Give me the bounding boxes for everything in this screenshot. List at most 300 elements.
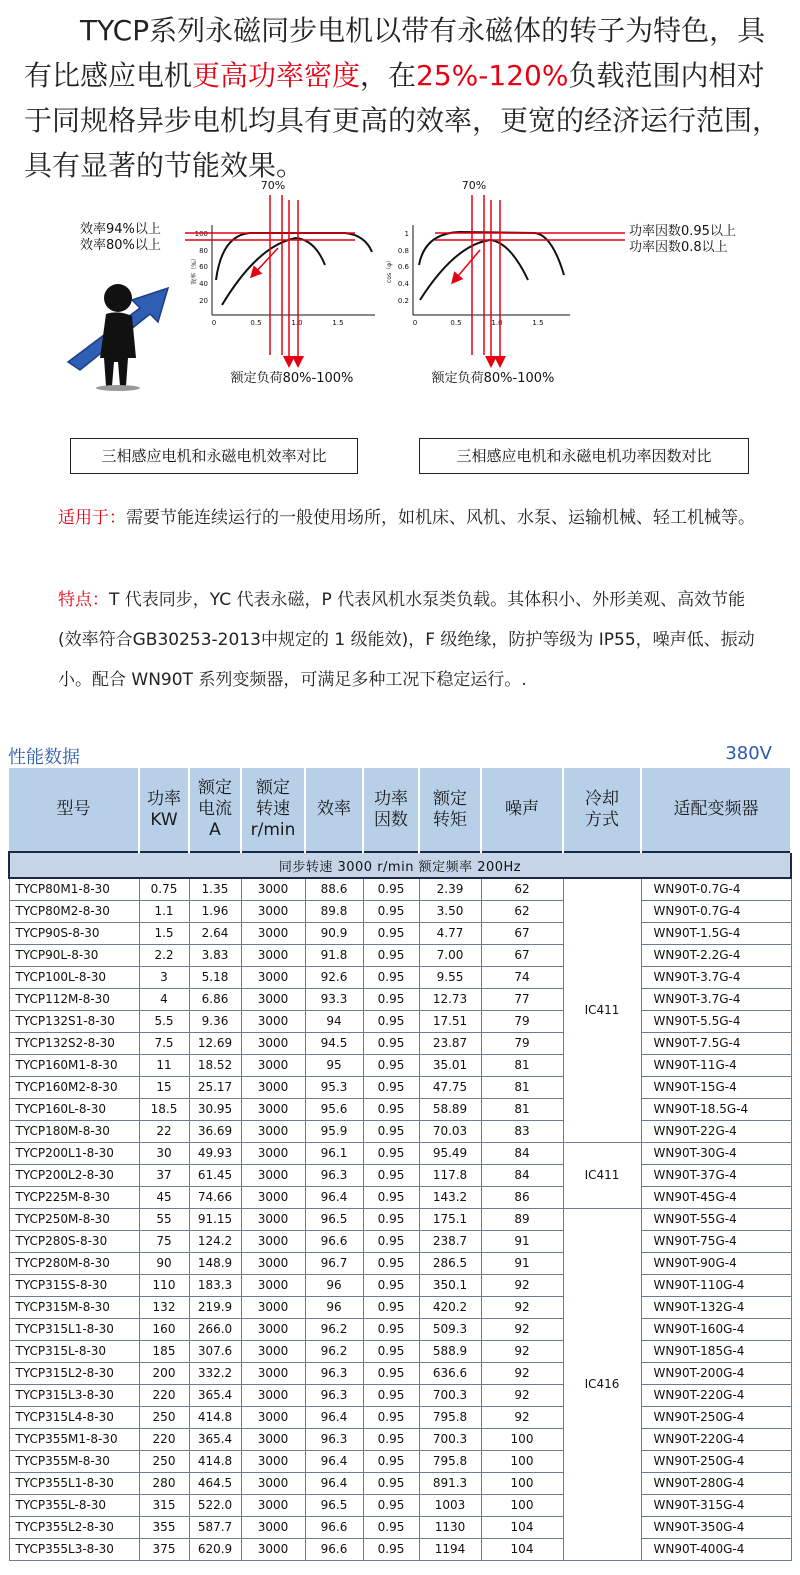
table-cell: 0.95 bbox=[363, 1032, 419, 1054]
table-cell: 238.7 bbox=[419, 1230, 481, 1252]
table-cell: 117.8 bbox=[419, 1164, 481, 1186]
table-cell: 62 bbox=[481, 878, 563, 900]
table-cell: 12.73 bbox=[419, 988, 481, 1010]
table-cell: 92 bbox=[481, 1362, 563, 1384]
table-cell: 58.89 bbox=[419, 1098, 481, 1120]
table-cell: 185 bbox=[139, 1340, 189, 1362]
table-cell: 3000 bbox=[241, 1516, 305, 1538]
table-cell: 3000 bbox=[241, 1538, 305, 1560]
table-cell: 81 bbox=[481, 1076, 563, 1098]
table-cell: 96 bbox=[305, 1296, 363, 1318]
eff-ytick-40: 40 bbox=[199, 280, 208, 288]
table-cell: 0.95 bbox=[363, 1450, 419, 1472]
table-cell: 55 bbox=[139, 1208, 189, 1230]
table-cell: 91 bbox=[481, 1252, 563, 1274]
table-cell: 0.95 bbox=[363, 1054, 419, 1076]
table-cell: 0.95 bbox=[363, 1340, 419, 1362]
table-cell: 89 bbox=[481, 1208, 563, 1230]
table-subheader: 同步转速 3000 r/min 额定频率 200Hz bbox=[9, 852, 791, 878]
table-cell: 49.93 bbox=[189, 1142, 241, 1164]
table-cell: 6.86 bbox=[189, 988, 241, 1010]
table-cell: 420.2 bbox=[419, 1296, 481, 1318]
table-cell: 96.3 bbox=[305, 1384, 363, 1406]
table-cell: 250 bbox=[139, 1450, 189, 1472]
table-cell: 4 bbox=[139, 988, 189, 1010]
table-cell: 0.95 bbox=[363, 966, 419, 988]
table-cell: 3000 bbox=[241, 922, 305, 944]
table-cell: 1003 bbox=[419, 1494, 481, 1516]
table-cell: 96.3 bbox=[305, 1164, 363, 1186]
table-cell: 0.95 bbox=[363, 1186, 419, 1208]
table-cell: 95.3 bbox=[305, 1076, 363, 1098]
model-cell: TYCP180M-8-30 bbox=[9, 1120, 139, 1142]
table-cell: 3000 bbox=[241, 1010, 305, 1032]
table-cell: 286.5 bbox=[419, 1252, 481, 1274]
table-body bbox=[9, 852, 791, 1560]
table-cell: 588.9 bbox=[419, 1340, 481, 1362]
table-cell: 3000 bbox=[241, 1054, 305, 1076]
table-cell: 91.15 bbox=[189, 1208, 241, 1230]
table-cell: 3000 bbox=[241, 988, 305, 1010]
pf-rated-load-label: 额定负荷80%-100% bbox=[431, 371, 555, 386]
mascot-illustration bbox=[68, 284, 168, 391]
inverter-cell: WN90T-3.7G-4 bbox=[641, 988, 791, 1010]
table-cell: 96.6 bbox=[305, 1230, 363, 1252]
eff-ytick-80: 80 bbox=[199, 247, 208, 255]
table-title: 性能数据 bbox=[8, 747, 80, 768]
table-cell: 17.51 bbox=[419, 1010, 481, 1032]
table-cell: 3000 bbox=[241, 1208, 305, 1230]
table-cell: 1194 bbox=[419, 1538, 481, 1560]
cooling-method-cell: IC416 bbox=[563, 1208, 641, 1560]
table-cell: 90 bbox=[139, 1252, 189, 1274]
table-cell: 315 bbox=[139, 1494, 189, 1516]
model-cell: TYCP200L1-8-30 bbox=[9, 1142, 139, 1164]
inverter-cell: WN90T-11G-4 bbox=[641, 1054, 791, 1076]
inverter-cell: WN90T-90G-4 bbox=[641, 1252, 791, 1274]
intro-text-3: 负载范围内相对于同规格异步电机均具有更高的效率，更宽的经济运行范围，具有显著的节能效果。 bbox=[24, 59, 781, 182]
table-cell: 148.9 bbox=[189, 1252, 241, 1274]
table-cell: 220 bbox=[139, 1428, 189, 1450]
model-cell: TYCP355L3-8-30 bbox=[9, 1538, 139, 1560]
table-cell: 0.95 bbox=[363, 1230, 419, 1252]
inverter-cell: WN90T-55G-4 bbox=[641, 1208, 791, 1230]
inverter-cell: WN90T-110G-4 bbox=[641, 1274, 791, 1296]
table-cell: 93.3 bbox=[305, 988, 363, 1010]
intro-highlight-load-range: 25%-120% bbox=[416, 59, 569, 92]
table-cell: 95.6 bbox=[305, 1098, 363, 1120]
eff-curve-induction bbox=[222, 238, 325, 305]
table-cell: 220 bbox=[139, 1384, 189, 1406]
pf-xtick-15: 1.5 bbox=[532, 319, 544, 327]
table-cell: 0.95 bbox=[363, 1516, 419, 1538]
table-cell: 3000 bbox=[241, 1340, 305, 1362]
table-cell: 365.4 bbox=[189, 1428, 241, 1450]
model-cell: TYCP280M-8-30 bbox=[9, 1252, 139, 1274]
table-cell: 96.3 bbox=[305, 1362, 363, 1384]
table-row bbox=[9, 1098, 791, 1120]
table-cell: 587.7 bbox=[189, 1516, 241, 1538]
table-cell: 96.3 bbox=[305, 1428, 363, 1450]
eff-rated-load-label: 额定负荷80%-100% bbox=[230, 371, 354, 386]
table-cell: 1.1 bbox=[139, 900, 189, 922]
table-row bbox=[9, 1164, 791, 1186]
table-cell: 3000 bbox=[241, 1120, 305, 1142]
table-cell: 0.95 bbox=[363, 1120, 419, 1142]
table-cell: 414.8 bbox=[189, 1406, 241, 1428]
table-cell: 0.95 bbox=[363, 1428, 419, 1450]
table-cell: 3000 bbox=[241, 1450, 305, 1472]
table-cell: 30 bbox=[139, 1142, 189, 1164]
table-row bbox=[9, 1274, 791, 1296]
inverter-cell: WN90T-22G-4 bbox=[641, 1120, 791, 1142]
table-row bbox=[9, 1076, 791, 1098]
pf-label-08: 功率因数0.8以上 bbox=[629, 240, 728, 255]
table-cell: 95 bbox=[305, 1054, 363, 1076]
table-cell: 3000 bbox=[241, 1252, 305, 1274]
model-cell: TYCP100L-8-30 bbox=[9, 966, 139, 988]
eff-ytick-20: 20 bbox=[199, 297, 208, 305]
table-subheader-row bbox=[9, 852, 791, 878]
inverter-cell: WN90T-220G-4 bbox=[641, 1384, 791, 1406]
table-cell: 0.95 bbox=[363, 988, 419, 1010]
inverter-cell: WN90T-45G-4 bbox=[641, 1186, 791, 1208]
table-cell: 25.17 bbox=[189, 1076, 241, 1098]
table-cell: 160 bbox=[139, 1318, 189, 1340]
table-cell: 84 bbox=[481, 1164, 563, 1186]
table-cell: 3.50 bbox=[419, 900, 481, 922]
eff-ytick-60: 60 bbox=[199, 263, 208, 271]
table-cell: 3000 bbox=[241, 1406, 305, 1428]
table-header-cell: 功率 KW bbox=[139, 768, 189, 852]
table-cell: 91.8 bbox=[305, 944, 363, 966]
table-cell: 104 bbox=[481, 1538, 563, 1560]
efficiency-chart-label-70: 70% bbox=[260, 179, 286, 192]
inverter-cell: WN90T-37G-4 bbox=[641, 1164, 791, 1186]
table-row bbox=[9, 1252, 791, 1274]
table-row bbox=[9, 1494, 791, 1516]
table-row bbox=[9, 1472, 791, 1494]
table-cell: 3000 bbox=[241, 1098, 305, 1120]
table-cell: 1130 bbox=[419, 1516, 481, 1538]
inverter-cell: WN90T-250G-4 bbox=[641, 1450, 791, 1472]
applicable-paragraph bbox=[58, 498, 758, 538]
table-cell: 96.6 bbox=[305, 1516, 363, 1538]
pf-curve-induction bbox=[420, 240, 528, 300]
table-cell: 86 bbox=[481, 1186, 563, 1208]
features-paragraph bbox=[58, 580, 758, 700]
eff-xtick-0: 0 bbox=[211, 319, 217, 327]
model-cell: TYCP315L3-8-30 bbox=[9, 1384, 139, 1406]
table-cell: 9.36 bbox=[189, 1010, 241, 1032]
table-cell: 96 bbox=[305, 1274, 363, 1296]
inverter-cell: WN90T-220G-4 bbox=[641, 1428, 791, 1450]
table-row bbox=[9, 1208, 791, 1230]
table-cell: 0.95 bbox=[363, 944, 419, 966]
inverter-cell: WN90T-185G-4 bbox=[641, 1340, 791, 1362]
performance-table bbox=[8, 768, 792, 1561]
table-cell: 636.6 bbox=[419, 1362, 481, 1384]
table-cell: 96.5 bbox=[305, 1494, 363, 1516]
table-cell: 3000 bbox=[241, 1142, 305, 1164]
table-cell: 96.4 bbox=[305, 1406, 363, 1428]
eff-xtick-05: 0.5 bbox=[250, 319, 262, 327]
inverter-cell: WN90T-400G-4 bbox=[641, 1538, 791, 1560]
pf-xtick-0: 0 bbox=[412, 319, 418, 327]
model-cell: TYCP160M2-8-30 bbox=[9, 1076, 139, 1098]
table-cell: 2.64 bbox=[189, 922, 241, 944]
cooling-method-cell: IC411 bbox=[563, 1142, 641, 1208]
inverter-cell: WN90T-18.5G-4 bbox=[641, 1098, 791, 1120]
table-cell: 88.6 bbox=[305, 878, 363, 900]
table-cell: 35.01 bbox=[419, 1054, 481, 1076]
table-row bbox=[9, 1230, 791, 1252]
table-cell: 2.39 bbox=[419, 878, 481, 900]
table-cell: 95.49 bbox=[419, 1142, 481, 1164]
table-cell: 620.9 bbox=[189, 1538, 241, 1560]
table-cell: 0.95 bbox=[363, 1494, 419, 1516]
efficiency-label-94: 效率94%以上 bbox=[80, 222, 161, 237]
inverter-cell: WN90T-250G-4 bbox=[641, 1406, 791, 1428]
features-text: T 代表同步，YC 代表永磁，P 代表风机水泵类负载。其体积小、外形美观、高效节能(效率符合GB30253-2013中规定的 1 级能效)，F 级绝缘，防护等级为 IP55，噪声低、振动小。配合 WN90T 系列变频器，可满足多种工况下稳定运行。. bbox=[58, 590, 755, 690]
table-cell: 74.66 bbox=[189, 1186, 241, 1208]
table-cell: 795.8 bbox=[419, 1450, 481, 1472]
table-row bbox=[9, 1120, 791, 1142]
table-cell: 266.0 bbox=[189, 1318, 241, 1340]
pf-xtick-10: 1.0 bbox=[491, 319, 503, 327]
intro-text-1: TYCP系列永磁同步电机以带有永磁体的转子为特色，具有比感应电机 bbox=[24, 14, 766, 92]
pf-ytick-04: 0.4 bbox=[397, 280, 409, 288]
table-row bbox=[9, 1186, 791, 1208]
table-cell: 1.96 bbox=[189, 900, 241, 922]
efficiency-caption-box: 三相感应电机和永磁电机效率对比 bbox=[70, 438, 358, 474]
table-cell: 92 bbox=[481, 1318, 563, 1340]
table-header-cell: 适配变频器 bbox=[641, 768, 791, 852]
table-cell: 3000 bbox=[241, 944, 305, 966]
eff-ytick-100: 100 bbox=[194, 230, 208, 238]
table-cell: 18.52 bbox=[189, 1054, 241, 1076]
table-header-cell: 效率 bbox=[305, 768, 363, 852]
eff-xtick-10: 1.0 bbox=[291, 319, 303, 327]
pf-ytick-1: 1 bbox=[404, 230, 409, 238]
table-cell: 89.8 bbox=[305, 900, 363, 922]
table-cell: 96.6 bbox=[305, 1538, 363, 1560]
table-cell: 23.87 bbox=[419, 1032, 481, 1054]
model-cell: TYCP355L2-8-30 bbox=[9, 1516, 139, 1538]
eff-xtick-15: 1.5 bbox=[332, 319, 344, 327]
table-cell: 45 bbox=[139, 1186, 189, 1208]
table-cell: 0.95 bbox=[363, 1406, 419, 1428]
model-cell: TYCP315L-8-30 bbox=[9, 1340, 139, 1362]
table-cell: 47.75 bbox=[419, 1076, 481, 1098]
table-cell: 96.4 bbox=[305, 1450, 363, 1472]
table-cell: 70.03 bbox=[419, 1120, 481, 1142]
table-cell: 83 bbox=[481, 1120, 563, 1142]
table-cell: 3.83 bbox=[189, 944, 241, 966]
pf-ytick-08: 0.8 bbox=[397, 247, 409, 255]
table-cell: 36.69 bbox=[189, 1120, 241, 1142]
table-cell: 67 bbox=[481, 944, 563, 966]
table-row bbox=[9, 966, 791, 988]
table-row bbox=[9, 1010, 791, 1032]
table-row bbox=[9, 1054, 791, 1076]
table-cell: 3000 bbox=[241, 1494, 305, 1516]
model-cell: TYCP355M-8-30 bbox=[9, 1450, 139, 1472]
table-cell: 110 bbox=[139, 1274, 189, 1296]
pf-xtick-05: 0.5 bbox=[450, 319, 462, 327]
table-row bbox=[9, 1296, 791, 1318]
model-cell: TYCP90L-8-30 bbox=[9, 944, 139, 966]
table-row bbox=[9, 900, 791, 922]
cooling-method-cell: IC411 bbox=[563, 878, 641, 1142]
table-cell: 100 bbox=[481, 1428, 563, 1450]
table-cell: 81 bbox=[481, 1054, 563, 1076]
table-cell: 3000 bbox=[241, 1318, 305, 1340]
table-cell: 3000 bbox=[241, 966, 305, 988]
table-cell: 0.95 bbox=[363, 1076, 419, 1098]
table-cell: 0.95 bbox=[363, 1208, 419, 1230]
table-cell: 0.95 bbox=[363, 1252, 419, 1274]
inverter-cell: WN90T-75G-4 bbox=[641, 1230, 791, 1252]
table-row bbox=[9, 1340, 791, 1362]
table-cell: 92 bbox=[481, 1384, 563, 1406]
power-factor-chart bbox=[386, 179, 736, 386]
intro-paragraph bbox=[24, 8, 784, 188]
table-row bbox=[9, 1362, 791, 1384]
table-voltage: 380V bbox=[725, 743, 772, 764]
inverter-cell: WN90T-350G-4 bbox=[641, 1516, 791, 1538]
table-cell: 0.95 bbox=[363, 1362, 419, 1384]
table-cell: 37 bbox=[139, 1164, 189, 1186]
table-cell: 15 bbox=[139, 1076, 189, 1098]
table-cell: 104 bbox=[481, 1516, 563, 1538]
table-cell: 84 bbox=[481, 1142, 563, 1164]
model-cell: TYCP315S-8-30 bbox=[9, 1274, 139, 1296]
model-cell: TYCP315L1-8-30 bbox=[9, 1318, 139, 1340]
table-row bbox=[9, 1318, 791, 1340]
table-cell: 124.2 bbox=[189, 1230, 241, 1252]
inverter-cell: WN90T-0.7G-4 bbox=[641, 878, 791, 900]
table-cell: 280 bbox=[139, 1472, 189, 1494]
table-cell: 365.4 bbox=[189, 1384, 241, 1406]
table-cell: 3000 bbox=[241, 1384, 305, 1406]
inverter-cell: WN90T-160G-4 bbox=[641, 1318, 791, 1340]
table-cell: 464.5 bbox=[189, 1472, 241, 1494]
table-cell: 219.9 bbox=[189, 1296, 241, 1318]
table-cell: 1.35 bbox=[189, 878, 241, 900]
table-cell: 96.4 bbox=[305, 1472, 363, 1494]
table-cell: 90.9 bbox=[305, 922, 363, 944]
table-cell: 0.95 bbox=[363, 1296, 419, 1318]
table-cell: 62 bbox=[481, 900, 563, 922]
model-cell: TYCP250M-8-30 bbox=[9, 1208, 139, 1230]
model-cell: TYCP200L2-8-30 bbox=[9, 1164, 139, 1186]
table-cell: 7.5 bbox=[139, 1032, 189, 1054]
table-cell: 132 bbox=[139, 1296, 189, 1318]
table-cell: 91 bbox=[481, 1230, 563, 1252]
pf-label-095: 功率因数0.95以上 bbox=[629, 224, 736, 239]
inverter-cell: WN90T-0.7G-4 bbox=[641, 900, 791, 922]
model-cell: TYCP225M-8-30 bbox=[9, 1186, 139, 1208]
table-row bbox=[9, 1516, 791, 1538]
table-cell: 92 bbox=[481, 1296, 563, 1318]
table-cell: 96.2 bbox=[305, 1318, 363, 1340]
applicable-text: 需要节能连续运行的一般使用场所，如机床、风机、水泵、运输机械、轻工机械等。 bbox=[126, 508, 755, 528]
pf-chart-label-70: 70% bbox=[461, 179, 487, 192]
table-cell: 183.3 bbox=[189, 1274, 241, 1296]
table-cell: 3000 bbox=[241, 1296, 305, 1318]
model-cell: TYCP355L-8-30 bbox=[9, 1494, 139, 1516]
table-cell: 92 bbox=[481, 1274, 563, 1296]
model-cell: TYCP90S-8-30 bbox=[9, 922, 139, 944]
model-cell: TYCP315L2-8-30 bbox=[9, 1362, 139, 1384]
table-cell: 30.95 bbox=[189, 1098, 241, 1120]
table-cell: 3000 bbox=[241, 878, 305, 900]
applicable-label: 适用于： bbox=[58, 508, 126, 528]
table-header-cell: 额定 转矩 bbox=[419, 768, 481, 852]
table-row bbox=[9, 1032, 791, 1054]
table-cell: 0.95 bbox=[363, 1384, 419, 1406]
table-cell: 3 bbox=[139, 966, 189, 988]
table-cell: 332.2 bbox=[189, 1362, 241, 1384]
table-row bbox=[9, 878, 791, 900]
table-cell: 96.7 bbox=[305, 1252, 363, 1274]
table-cell: 5.18 bbox=[189, 966, 241, 988]
table-cell: 96.2 bbox=[305, 1340, 363, 1362]
table-header-cell: 冷却 方式 bbox=[563, 768, 641, 852]
table-row bbox=[9, 922, 791, 944]
table-cell: 96.4 bbox=[305, 1186, 363, 1208]
table-cell: 74 bbox=[481, 966, 563, 988]
inverter-cell: WN90T-1.5G-4 bbox=[641, 922, 791, 944]
efficiency-label-80: 效率80%以上 bbox=[80, 238, 161, 253]
model-cell: TYCP112M-8-30 bbox=[9, 988, 139, 1010]
table-row bbox=[9, 1538, 791, 1560]
efficiency-y-label: 效率（%） bbox=[191, 255, 198, 285]
table-header-cell: 额定 电流 A bbox=[189, 768, 241, 852]
table-cell: 200 bbox=[139, 1362, 189, 1384]
table-cell: 3000 bbox=[241, 1032, 305, 1054]
inverter-cell: WN90T-2.2G-4 bbox=[641, 944, 791, 966]
table-cell: 100 bbox=[481, 1450, 563, 1472]
model-cell: TYCP132S2-8-30 bbox=[9, 1032, 139, 1054]
table-cell: 77 bbox=[481, 988, 563, 1010]
features-label: 特点： bbox=[58, 590, 109, 610]
table-cell: 94 bbox=[305, 1010, 363, 1032]
table-header-cell: 额定 转速 r/min bbox=[241, 768, 305, 852]
inverter-cell: WN90T-5.5G-4 bbox=[641, 1010, 791, 1032]
pf-ytick-02: 0.2 bbox=[397, 297, 409, 305]
table-row bbox=[9, 1428, 791, 1450]
table-cell: 3000 bbox=[241, 1362, 305, 1384]
inverter-cell: WN90T-280G-4 bbox=[641, 1472, 791, 1494]
model-cell: TYCP315L4-8-30 bbox=[9, 1406, 139, 1428]
table-cell: 355 bbox=[139, 1516, 189, 1538]
inverter-cell: WN90T-132G-4 bbox=[641, 1296, 791, 1318]
table-cell: 414.8 bbox=[189, 1450, 241, 1472]
inverter-cell: WN90T-7.5G-4 bbox=[641, 1032, 791, 1054]
inverter-cell: WN90T-3.7G-4 bbox=[641, 966, 791, 988]
table-cell: 92 bbox=[481, 1406, 563, 1428]
table-cell: 3000 bbox=[241, 1428, 305, 1450]
table-cell: 100 bbox=[481, 1494, 563, 1516]
power-factor-caption-box: 三相感应电机和永磁电机功率因数对比 bbox=[419, 438, 749, 474]
table-cell: 700.3 bbox=[419, 1428, 481, 1450]
model-cell: TYCP355L1-8-30 bbox=[9, 1472, 139, 1494]
inverter-cell: WN90T-200G-4 bbox=[641, 1362, 791, 1384]
model-cell: TYCP80M2-8-30 bbox=[9, 900, 139, 922]
table-cell: 67 bbox=[481, 922, 563, 944]
